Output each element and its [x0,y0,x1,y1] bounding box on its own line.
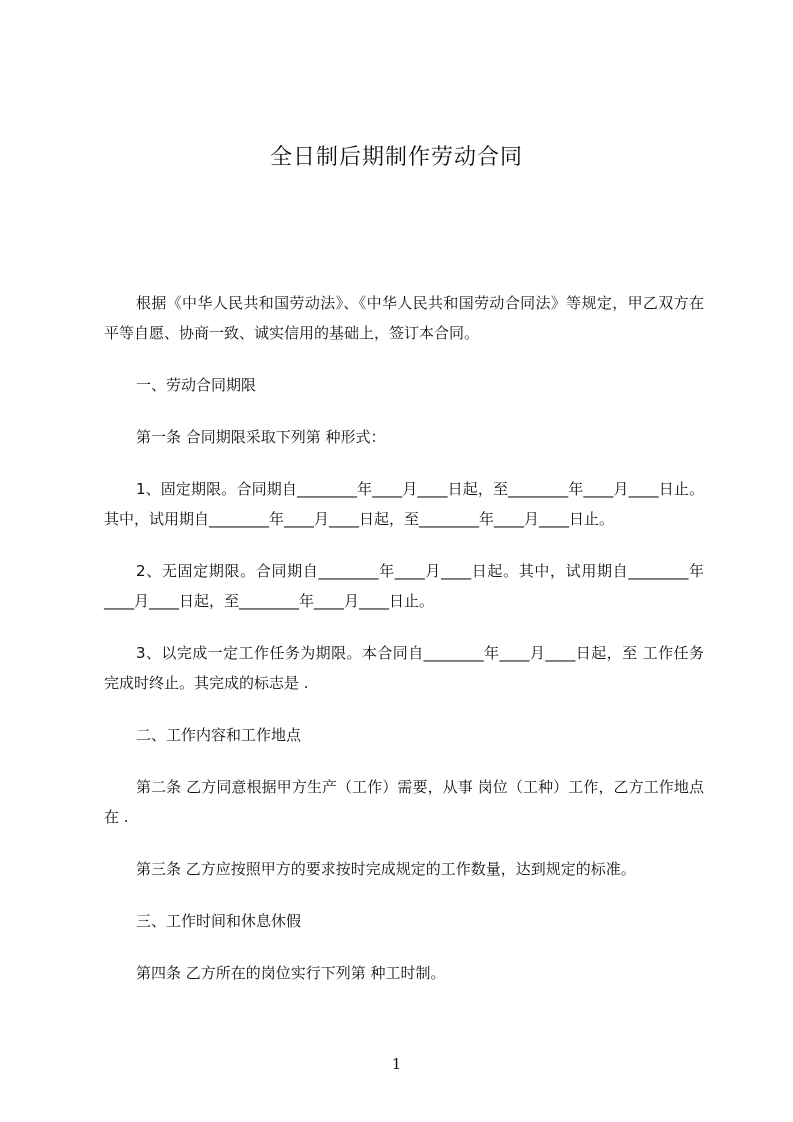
article-4-paragraph: 第四条 乙方所在的岗位实行下列第 种工时制。 [136,964,446,982]
article-3-paragraph: 第三条 乙方应按照甲方的要求按时完成规定的工作数量，达到规定的标准。 [136,860,636,878]
article-1-paragraph: 第一条 合同期限采取下列第 种形式： [136,428,386,446]
page-number: 1 [391,1055,402,1073]
article-2-paragraph: 第二条 乙方同意根据甲方生产（工作）需要，从事 岗位（工种）工作，乙方工作地点在 . [104,778,704,826]
preamble-paragraph: 根据《中华人民共和国劳动法》、《中华人民共和国劳动合同法》等规定，甲乙双方在平等自愿、协商一致、诚实信用的基础上，签订本合同。 [104,294,704,342]
section-heading-contract-term: 一、劳动合同期限 [136,376,257,394]
document-body [104,288,704,1010]
task-term-paragraph: 3、以完成一定工作任务为期限。本合同自________年____月____日起，至 工作任务完成时终止。其完成的标志是 . [104,644,704,692]
document-title: 全日制后期制作劳动合同 [269,145,523,170]
open-term-paragraph: 2、无固定期限。合同期自________年____月____日起。其中，试用期自________年____月____日起，至________年____月____日止。 [104,562,704,610]
section-heading-working-hours: 三、工作时间和休息休假 [136,912,302,930]
section-heading-work-content: 二、工作内容和工作地点 [136,726,302,744]
fixed-term-paragraph: 1、固定期限。合同期自________年____月____日起，至________年____月____日止。其中，试用期自________年____月____日起，至________年____月____日止。 [104,480,704,528]
